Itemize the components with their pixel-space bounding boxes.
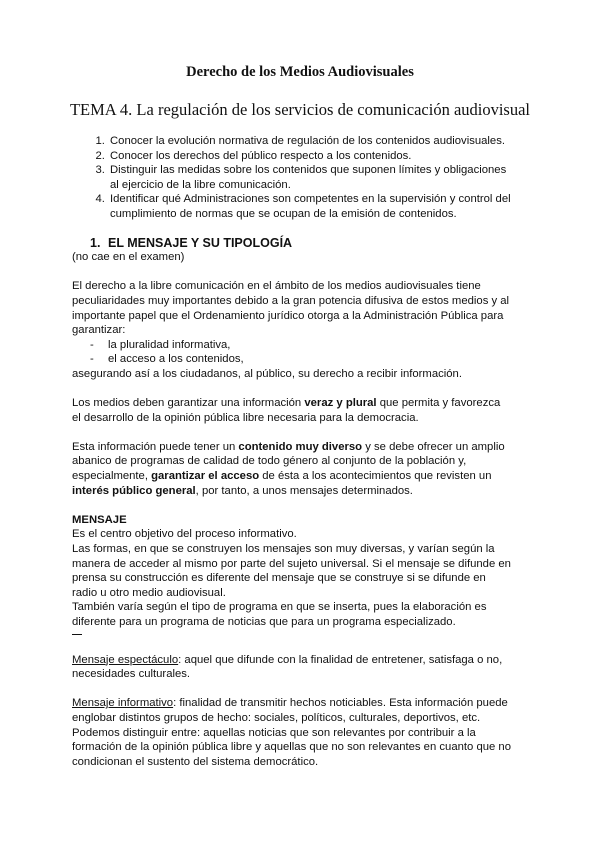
paragraph-3: Esta información puede tener un contenido muy diverso y se debe ofrecer un amplio abanico de programas de calidad de todo género al conjunto de la población y, especialmente, garantizar el acceso de ésta a los acontecimientos que revisten un interés público general, por tanto, a unos mensajes determinados. [72, 440, 505, 497]
objective-item: 1. Conocer la evolución normativa de regulación de los contenidos audiovisuales. [108, 134, 512, 149]
list-item: - la pluralidad informativa, [90, 338, 512, 353]
bold-text: garantizar el acceso [151, 470, 260, 483]
term-underlined: Mensaje informativo [72, 697, 174, 710]
paragraph-1-end: asegurando así a los ciudadanos, al público, su derecho a recibir información. [72, 367, 462, 380]
objective-item: 4. Identificar qué Administraciones son competentes en la supervisión y control del cumplimiento de normas que se ocupan de la emisión de contenidos. [108, 192, 512, 221]
paragraph-1: El derecho a la libre comunicación en el ámbito de los medios audiovisuales tiene peculiaridades muy importantes debido a la gran potencia difusiva de estos medios y al importante papel que el Ordenamiento jurídico otorga a la Administración Pública para garantizar: [72, 280, 510, 337]
section-note: (no cae en el examen) [72, 251, 185, 264]
guarantee-list [72, 338, 512, 367]
objectives-list [72, 134, 512, 222]
mensaje-heading: MENSAJE [72, 513, 127, 526]
bold-text: veraz y plural [304, 397, 377, 410]
mensaje-line-3: También varía según el tipo de programa en que se inserta, pues la elaboración es diferente para un programa de noticias que para un programa especializado. [72, 601, 487, 628]
objective-item: 2. Conocer los derechos del público respecto a los contenidos. [108, 149, 512, 164]
mensaje-line-2: Las formas, en que se construyen los mensajes son muy diversas, y varían según la manera de acceder al mismo por parte del sujeto universal. Si el mensaje se difunde en prensa su construcción es diferente del mensaje que se construye si se difunde en radio u otro medio audiovisual. [72, 543, 511, 599]
mensaje-espectaculo: Mensaje espectáculo: aquel que difunde con la finalidad de entretener, satisfaga o no, necesidades culturales. [72, 653, 503, 681]
list-item: - el acceso a los contenidos, [90, 352, 512, 367]
section-heading [72, 236, 512, 251]
paragraph-2: Los medios deben garantizar una información veraz y plural que permita y favorezca el desarrollo de la opinión pública libre necesaria para la democracia. [72, 397, 501, 424]
document-body [72, 134, 512, 769]
section-title: EL MENSAJE Y SU TIPOLOGÍA [108, 235, 293, 250]
separator-line [72, 630, 82, 635]
objective-item: 3. Distinguir las medidas sobre los contenidos que suponen límites y obligaciones al ejercicio de la libre comunicación. [108, 163, 512, 192]
section-number: 1. [90, 235, 101, 250]
bold-text: contenido muy diverso [238, 440, 363, 453]
mensaje-line-1: Es el centro objetivo del proceso informativo. [72, 528, 297, 541]
term-underlined: Mensaje espectáculo [72, 653, 179, 666]
document-subtitle: TEMA 4. La regulación de los servicios de comunicación audiovisual [69, 100, 531, 119]
bold-text: interés público general [72, 484, 196, 497]
document-title: Derecho de los Medios Audiovisuales [186, 64, 414, 80]
mensaje-informativo: Mensaje informativo: finalidad de transmitir hechos noticiables. Esta información puede englobar distintos grupos de hecho: sociales, políticos, culturales, deportivos, etc. Podemos distinguir entre: aquellas noticias que son relevantes por contribuir a la formación de la opinión pública libre y aquellas que no son relevantes en cuanto que no condicionan el sustento del sistema democrático. [72, 697, 511, 768]
